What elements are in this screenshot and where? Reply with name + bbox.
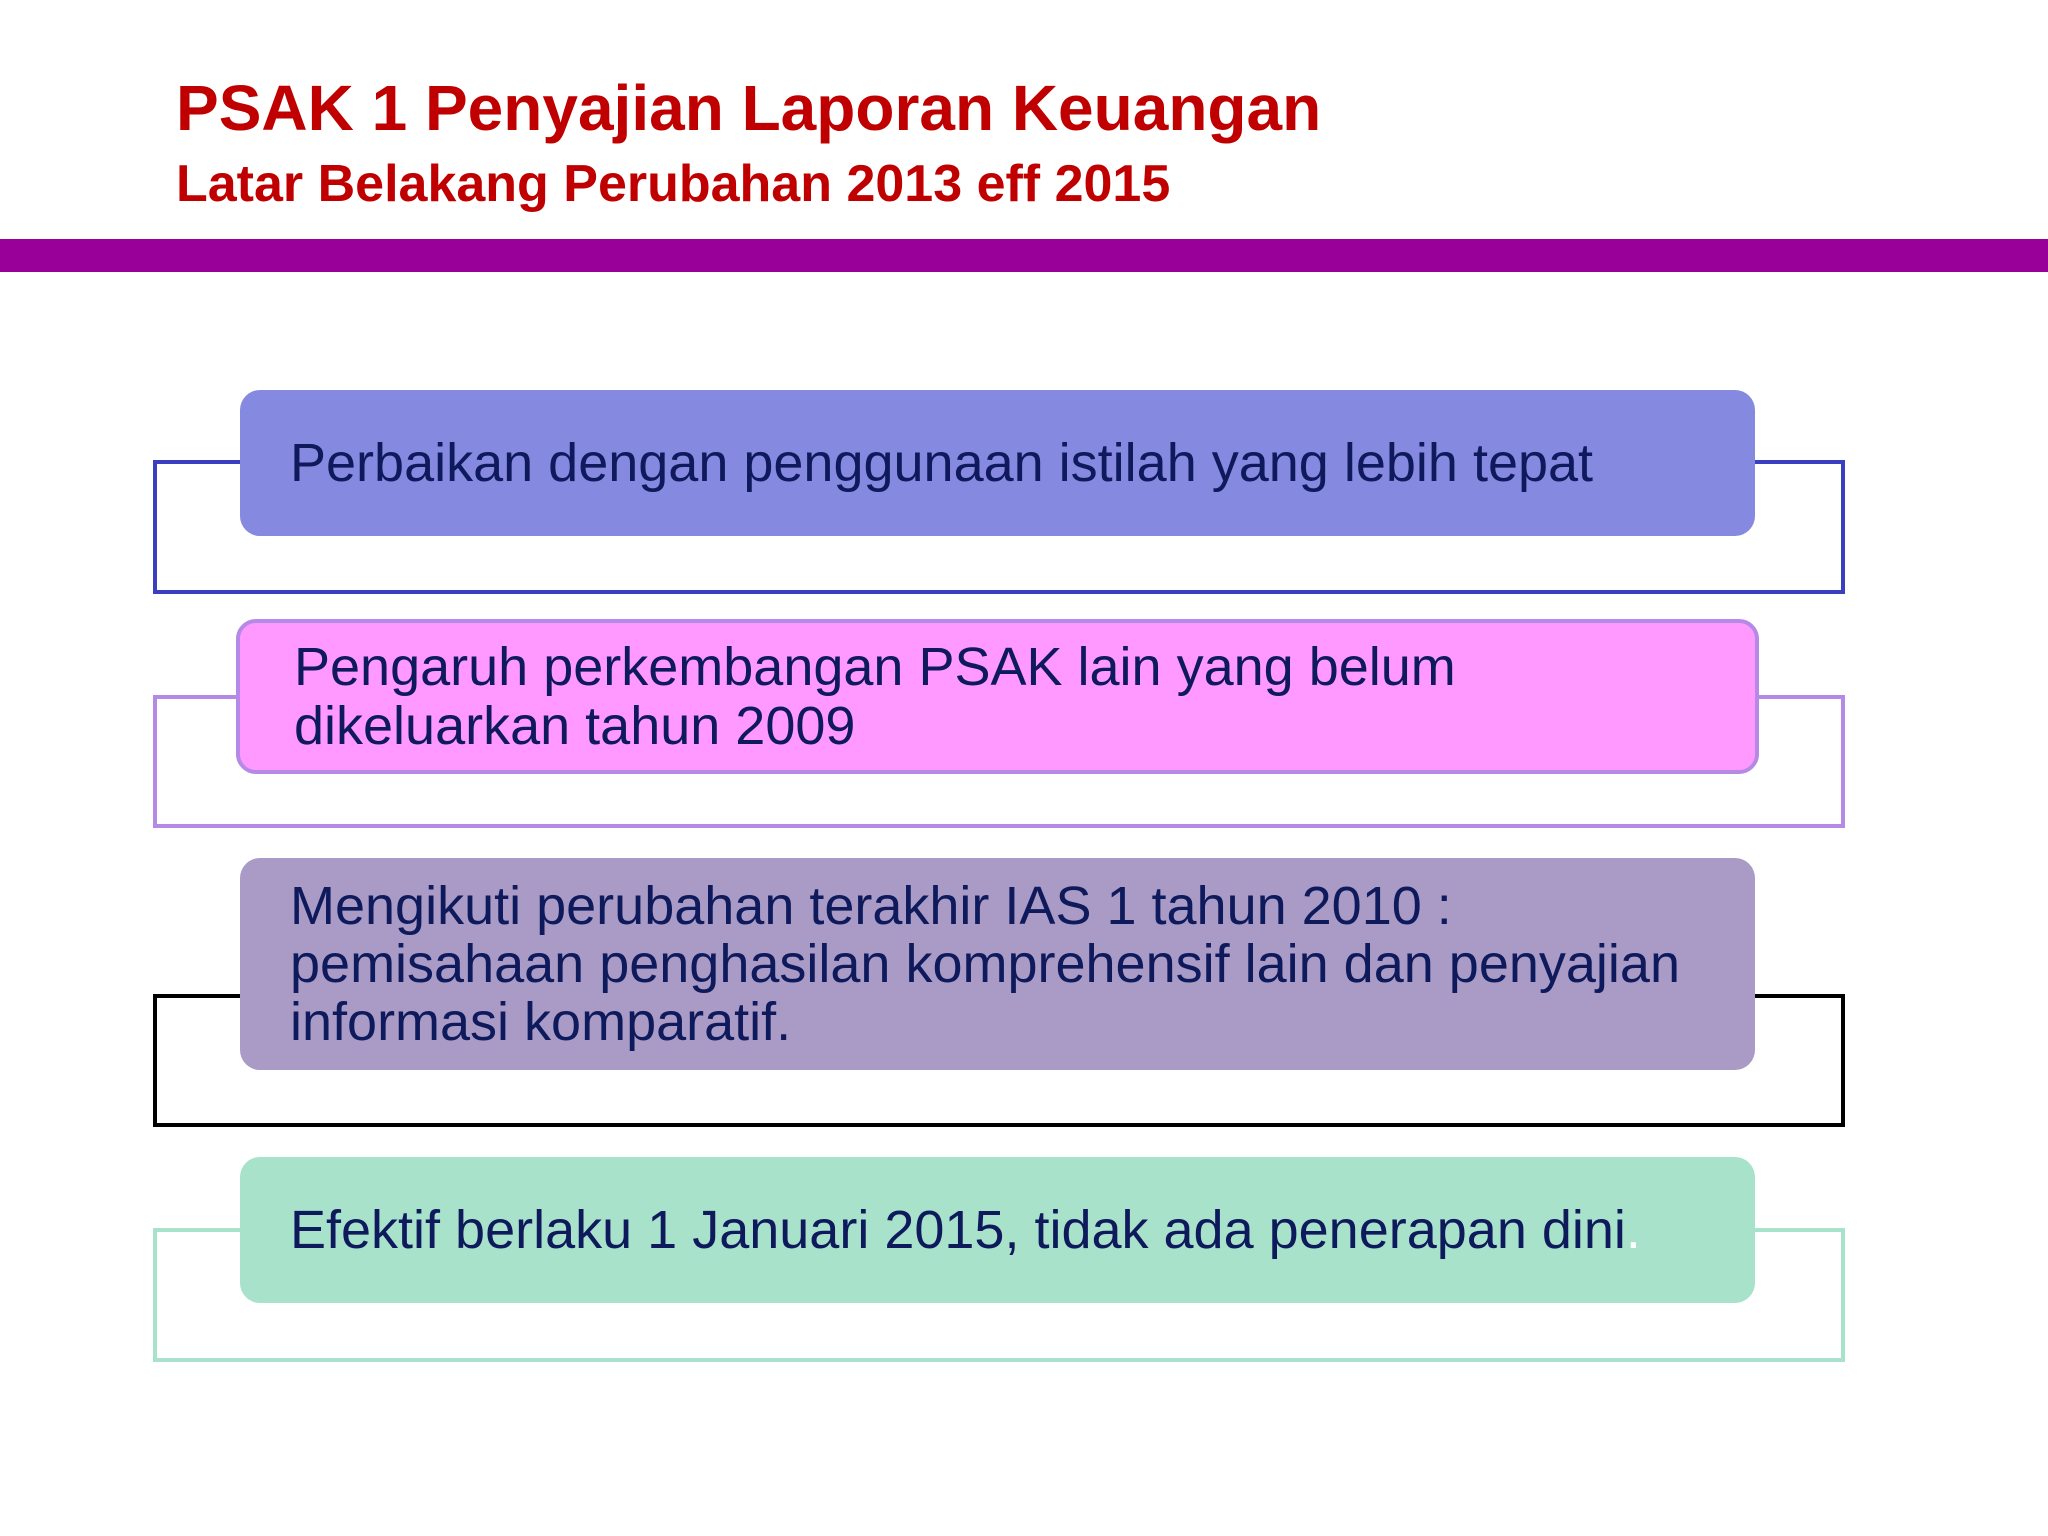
slide-subtitle: Latar Belakang Perubahan 2013 eff 2015 [176,155,1171,213]
slide-title: PSAK 1 Penyajian Laporan Keuangan [176,72,1322,144]
item-4-box [240,1157,1755,1303]
item-4-main-text: Efektif berlaku 1 Januari 2015, tidak ada penerapan dini [290,1199,1626,1260]
item-1-box [240,390,1755,536]
item-1-text: Perbaikan dengan penggunaan istilah yang lebih tepat [290,432,1594,493]
title-divider [0,239,2048,272]
item-4-trailing-dot: . [1625,1199,1641,1260]
item-2-text: Pengaruh perkembangan PSAK lain yang belum dikeluarkan tahun 2009 [294,637,1456,756]
item-3-box [240,858,1755,1070]
item-3-text: Mengikuti perubahan terakhir IAS 1 tahun 2010 : pemisahaan penghasilan komprehensif lain dan penyajian informasi komparatif. [290,875,1680,1053]
item-4-text [290,1201,1641,1259]
item-2-box [236,619,1759,774]
